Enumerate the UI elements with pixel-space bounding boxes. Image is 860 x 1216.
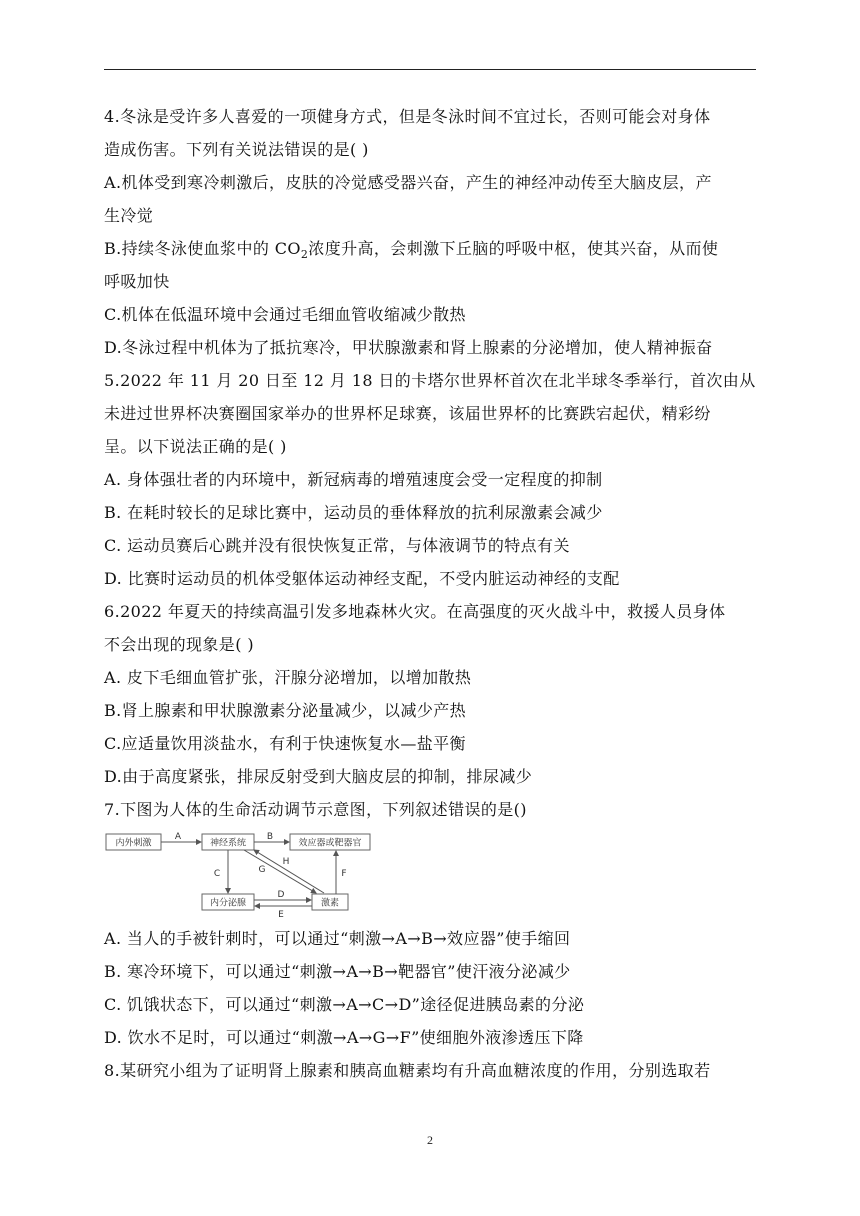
page-content (104, 100, 760, 1087)
q4-option-b-text-pre: B.持续冬泳使血浆中的 CO (104, 239, 301, 258)
q5-option-d: D. 比赛时运动员的机体受躯体运动神经支配，不受内脏运动神经的支配 (104, 569, 620, 588)
arrow-h-label: H (282, 857, 290, 867)
regulation-diagram-svg (104, 830, 374, 918)
arrow-e-label: E (278, 910, 284, 918)
q7-option-b: B. 寒冷环境下，可以通过“刺激→A→B→靶器官”使汗液分泌减少 (104, 962, 571, 981)
q6-option-c: C.应适量饮用淡盐水，有利于快速恢复水—盐平衡 (104, 734, 466, 753)
arrow-g (244, 850, 316, 893)
q6-stem-line-2: 不会出现的现象是( ) (104, 635, 254, 654)
arrow-a-label: A (174, 832, 182, 842)
arrow-b-label: B (266, 832, 274, 842)
q4-option-d: D.冬泳过程中机体为了抵抗寒冷，甲状腺激素和肾上腺素的分泌增加，使人精神振奋 (104, 338, 713, 357)
co2-subscript: 2 (300, 248, 309, 262)
box-stimulus-label: 内外刺激 (115, 838, 152, 849)
arrow-g-label: G (258, 865, 266, 875)
q4-option-c: C.机体在低温环境中会通过毛细血管收缩减少散热 (104, 305, 466, 324)
box-hormone-label: 激素 (320, 898, 340, 909)
q7-option-a: A. 当人的手被针刺时，可以通过“刺激→A→B→效应器”使手缩回 (104, 929, 571, 948)
arrow-f-label: F (341, 869, 347, 879)
q6-option-d: D.由于高度紧张，排尿反射受到大脑皮层的抑制，排尿减少 (104, 767, 533, 786)
q6-stem-line-1: 6.2022 年夏天的持续高温引发多地森林火灾。在高强度的灭火战斗中，救援人员身体 (104, 602, 726, 621)
q5-option-c: C. 运动员赛后心跳并没有很快恢复正常，与体液调节的特点有关 (104, 536, 570, 555)
q7-option-c: C. 饥饿状态下，可以通过“刺激→A→C→D”途径促进胰岛素的分泌 (104, 995, 585, 1014)
box-effector-label: 效应器或靶器官 (298, 838, 362, 849)
q5-stem-line-3: 呈。以下说法正确的是( ) (104, 437, 287, 456)
q8-stem-line-1: 8.某研究小组为了证明肾上腺素和胰高血糖素均有升高血糖浓度的作用，分别选取若 (104, 1061, 711, 1080)
q5-option-a: A. 身体强壮者的内环境中，新冠病毒的增殖速度会受一定程度的抑制 (104, 470, 603, 489)
q4-option-b-text-post: 浓度升高，会刺激下丘脑的呼吸中枢，使其兴奋，从而使 (308, 239, 719, 258)
header-rule (104, 69, 756, 70)
q5-stem-line-2: 未进过世界杯决赛圈国家举办的世界杯足球赛，该届世界杯的比赛跌宕起伏，精彩纷 (104, 404, 711, 423)
q4-option-a-line-1: A.机体受到寒冷刺激后，皮肤的冷觉感受器兴奋，产生的神经冲动传至大脑皮层，产 (104, 173, 712, 192)
arrow-d-label: D (277, 890, 285, 900)
q5-option-b: B. 在耗时较长的足球比赛中，运动员的垂体释放的抗利尿激素会减少 (104, 503, 603, 522)
box-nervous-system-label: 神经系统 (209, 838, 247, 849)
q4-stem-line-2: 造成伤害。下列有关说法错误的是( ) (104, 140, 369, 159)
q6-option-a: A. 皮下毛细血管扩张，汗腺分泌增加，以增加散热 (104, 668, 472, 687)
q4-option-b-line-2: 呼吸加快 (104, 272, 170, 291)
q5-stem-line-1: 5.2022 年 11 月 20 日至 12 月 18 日的卡塔尔世界杯首次在北半球冬季举行，首次由从 (104, 371, 756, 390)
q6-option-b: B.肾上腺素和甲状腺激素分泌量减少，以减少产热 (104, 701, 467, 720)
q4-option-a-line-2: 生冷觉 (104, 206, 154, 225)
page-number: 2 (427, 1133, 433, 1147)
q7-stem: 7.下图为人体的生命活动调节示意图，下列叙述错误的是() (104, 800, 527, 819)
box-endocrine-label: 内分泌腺 (209, 898, 247, 909)
q4-stem-line-1: 4.冬泳是受许多人喜爱的一项健身方式，但是冬泳时间不宜过长，否则可能会对身体 (104, 107, 711, 126)
q4-option-b-line-1 (104, 232, 760, 265)
q7-option-d: D. 饮水不足时，可以通过“刺激→A→G→F”使细胞外液渗透压下降 (104, 1028, 584, 1047)
arrow-c-label: C (213, 869, 221, 879)
regulation-diagram (104, 830, 760, 918)
